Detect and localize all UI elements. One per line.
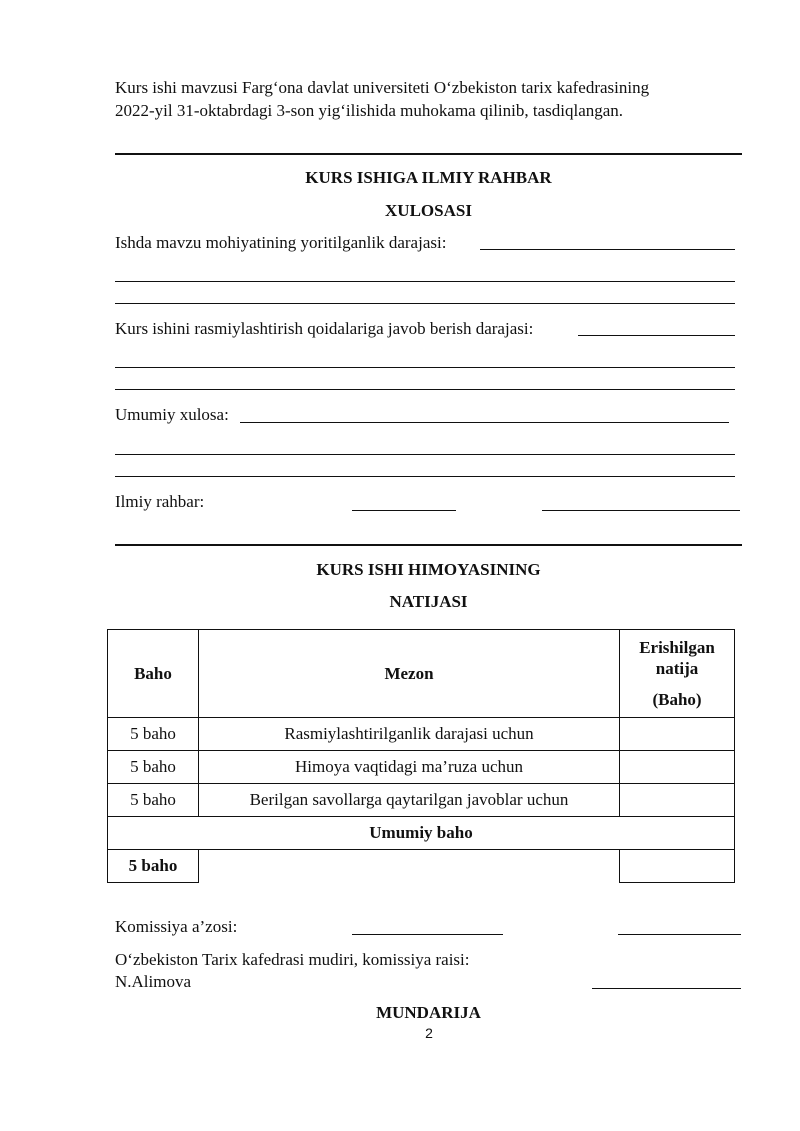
answer-line[interactable] bbox=[115, 476, 735, 477]
answer-line[interactable] bbox=[240, 422, 729, 423]
row-criterion: Berilgan savollarga qaytarilgan javoblar uchun bbox=[199, 784, 620, 817]
answer-line[interactable] bbox=[115, 367, 735, 368]
defense-title: KURS ISHI HIMOYASINING bbox=[316, 560, 541, 579]
section-divider bbox=[115, 544, 742, 546]
table-row bbox=[108, 784, 735, 817]
row-result-cell[interactable] bbox=[620, 784, 735, 817]
commission-chair-name: N.Alimova bbox=[115, 972, 192, 991]
answer-line[interactable] bbox=[115, 281, 735, 282]
signature-line[interactable] bbox=[352, 510, 456, 511]
commission-chair-label: O‘zbekiston Tarix kafedrasi mudiri, komissiya raisi: bbox=[115, 950, 470, 969]
summary-label: Umumiy baho bbox=[108, 817, 735, 850]
row-criterion: Himoya vaqtidagi ma’ruza uchun bbox=[199, 751, 620, 784]
table-header-row bbox=[108, 630, 735, 718]
header-result-line: natija bbox=[655, 659, 699, 678]
row-result-cell[interactable] bbox=[620, 718, 735, 751]
question-conclusion-label: Umumiy xulosa: bbox=[115, 405, 229, 424]
answer-line[interactable] bbox=[115, 389, 735, 390]
total-row bbox=[108, 850, 735, 883]
name-line[interactable] bbox=[618, 934, 741, 935]
signature-line[interactable] bbox=[592, 988, 741, 989]
total-empty-cell bbox=[199, 850, 620, 883]
total-result-cell[interactable] bbox=[620, 850, 735, 883]
row-grade: 5 baho bbox=[108, 718, 199, 751]
commission-member-label: Komissiya a’zosi: bbox=[115, 917, 238, 936]
row-criterion: Rasmiylashtirilganlik darajasi uchun bbox=[199, 718, 620, 751]
supervisor-title: KURS ISHIGA ILMIY RAHBAR bbox=[305, 168, 552, 187]
section-divider bbox=[115, 153, 742, 155]
defense-results-table bbox=[107, 629, 735, 883]
header-criterion: Mezon bbox=[199, 630, 620, 718]
supervisor-signer-label: Ilmiy rahbar: bbox=[115, 492, 205, 511]
answer-line[interactable] bbox=[115, 454, 735, 455]
row-grade: 5 baho bbox=[108, 751, 199, 784]
question-formatting-label: Kurs ishini rasmiylashtirish qoidalariga javob berish darajasi: bbox=[115, 319, 534, 338]
defense-subtitle: NATIJASI bbox=[389, 592, 468, 611]
answer-line[interactable] bbox=[480, 249, 735, 250]
table-row bbox=[108, 718, 735, 751]
intro-paragraph bbox=[115, 76, 735, 122]
next-section-title: MUNDARIJA bbox=[376, 1003, 481, 1022]
question-coverage-label: Ishda mavzu mohiyatining yoritilganlik darajasi: bbox=[115, 233, 447, 252]
summary-row bbox=[108, 817, 735, 850]
signature-line[interactable] bbox=[352, 934, 503, 935]
page-number: 2 bbox=[425, 1025, 433, 1041]
supervisor-subtitle: XULOSASI bbox=[385, 201, 472, 220]
table-row bbox=[108, 751, 735, 784]
answer-line[interactable] bbox=[115, 303, 735, 304]
row-result-cell[interactable] bbox=[620, 751, 735, 784]
answer-line[interactable] bbox=[578, 335, 735, 336]
name-line[interactable] bbox=[542, 510, 740, 511]
header-grade: Baho bbox=[108, 630, 199, 718]
intro-line-1: Kurs ishi mavzusi Farg‘ona davlat universiteti O‘zbekiston tarix kafedrasining bbox=[115, 78, 650, 97]
intro-line-2: 2022-yil 31-oktabrdagi 3-son yig‘ilishida muhokama qilinib, tasdiqlangan. bbox=[115, 101, 624, 120]
header-result-line: (Baho) bbox=[652, 690, 702, 709]
row-grade: 5 baho bbox=[108, 784, 199, 817]
header-result bbox=[620, 630, 735, 718]
header-result-line: Erishilgan bbox=[639, 638, 715, 657]
total-grade: 5 baho bbox=[108, 850, 199, 883]
